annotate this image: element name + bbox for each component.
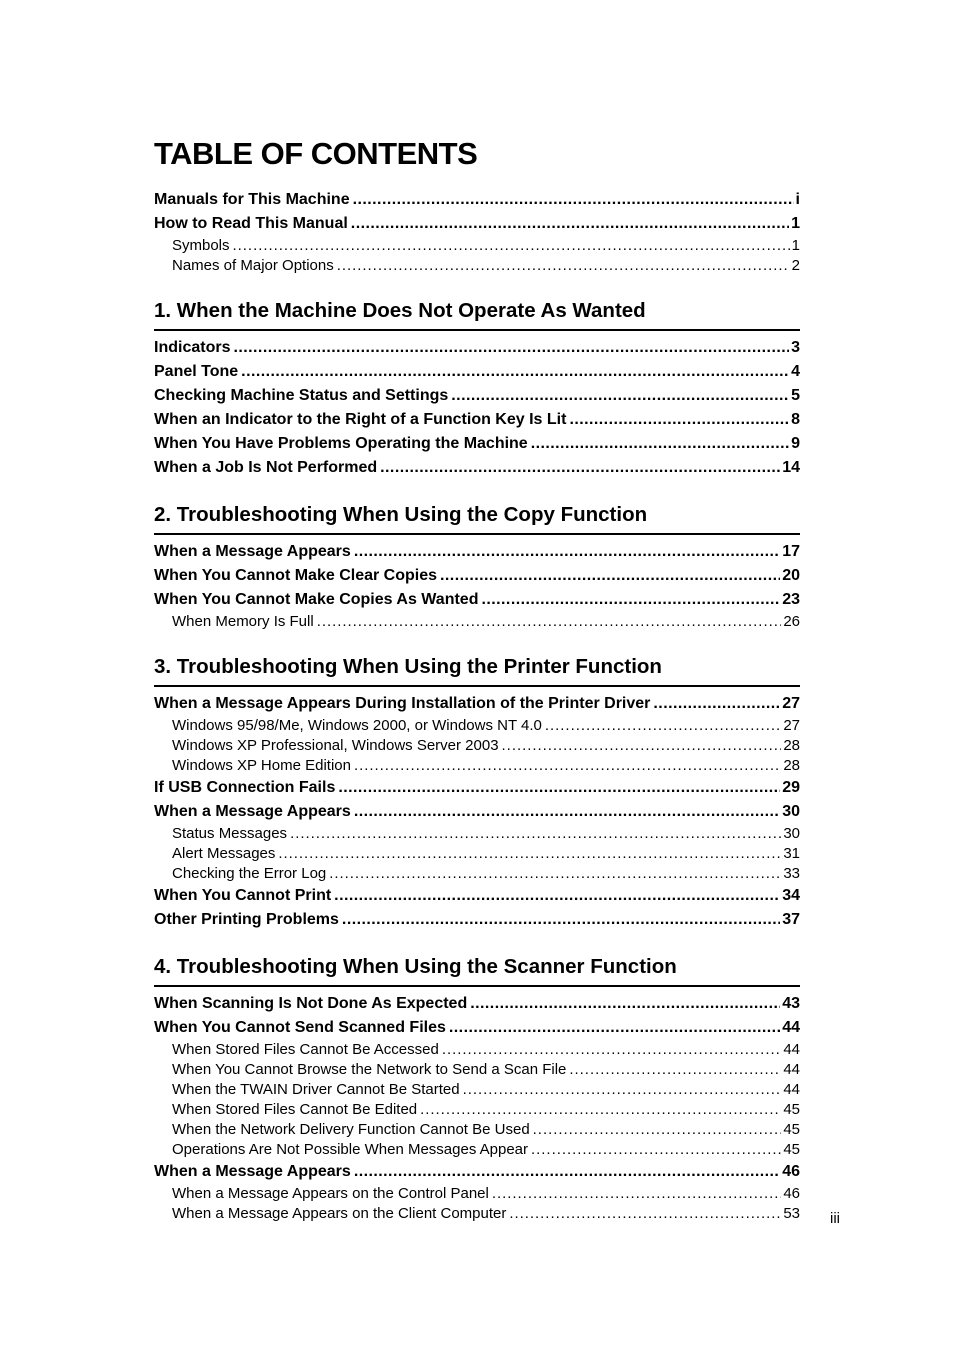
dot-leader: [354, 1160, 780, 1184]
toc-subentry[interactable]: [154, 1120, 800, 1140]
toc-entry-title: If USB Connection Fails: [154, 779, 336, 796]
toc-entry[interactable]: [154, 692, 800, 716]
dot-leader: [278, 844, 781, 864]
toc-subentry[interactable]: [154, 1100, 800, 1120]
toc-entry-page: 3: [791, 339, 800, 356]
toc-body: [154, 188, 800, 1224]
section-gap: [154, 932, 800, 949]
dot-leader: [451, 384, 789, 408]
toc-subentry[interactable]: [154, 736, 800, 756]
dot-leader: [545, 716, 781, 736]
toc-entry-title: When a Message Appears: [154, 543, 351, 560]
dot-leader: [463, 1080, 782, 1100]
toc-entry-page: 1: [791, 237, 800, 254]
toc-entry-page: 23: [782, 591, 800, 608]
chapter-heading[interactable]: 3. Troubleshooting When Using the Printer Function: [154, 649, 800, 687]
toc-entry[interactable]: [154, 564, 800, 588]
dot-leader: [233, 336, 789, 360]
toc-subentry[interactable]: [154, 1040, 800, 1060]
toc-entry-page: 26: [783, 613, 800, 630]
toc-entry[interactable]: [154, 1016, 800, 1040]
section-gap: [154, 276, 800, 293]
toc-entry[interactable]: [154, 456, 800, 480]
chapter-heading[interactable]: 4. Troubleshooting When Using the Scanner Function: [154, 949, 800, 987]
toc-entry-page: 44: [783, 1041, 800, 1058]
toc-entry[interactable]: [154, 992, 800, 1016]
toc-entry[interactable]: [154, 212, 800, 236]
toc-entry[interactable]: [154, 884, 800, 908]
chapter-heading[interactable]: 1. When the Machine Does Not Operate As Wanted: [154, 293, 800, 331]
toc-entry-title: Windows XP Professional, Windows Server 2003: [172, 737, 499, 754]
toc-entry-title: When a Message Appears: [154, 1163, 351, 1180]
toc-subentry[interactable]: [154, 256, 800, 276]
dot-leader: [442, 1040, 782, 1060]
dot-leader: [241, 360, 789, 384]
toc-entry-title: When the TWAIN Driver Cannot Be Started: [172, 1081, 460, 1098]
dot-leader: [653, 692, 780, 716]
toc-entry-page: 28: [783, 737, 800, 754]
dot-leader: [440, 564, 780, 588]
toc-entry-title: When You Cannot Browse the Network to Send a Scan File: [172, 1061, 567, 1078]
toc-entry-title: Windows XP Home Edition: [172, 757, 351, 774]
dot-leader: [509, 1204, 781, 1224]
toc-entry-page: 45: [783, 1141, 800, 1158]
toc-entry[interactable]: [154, 188, 800, 212]
toc-entry[interactable]: [154, 800, 800, 824]
toc-entry-title: When a Job Is Not Performed: [154, 459, 378, 476]
toc-entry-page: 9: [791, 435, 800, 452]
toc-entry-title: Names of Major Options: [172, 257, 334, 274]
dot-leader: [531, 1140, 781, 1160]
toc-subentry[interactable]: [154, 824, 800, 844]
toc-entry-title: When the Network Delivery Function Cannot Be Used: [172, 1121, 530, 1138]
toc-entry-title: Manuals for This Machine: [154, 191, 350, 208]
toc-subentry[interactable]: [154, 1204, 800, 1224]
toc-entry-title: When Stored Files Cannot Be Edited: [172, 1101, 418, 1118]
toc-entry-page: 8: [791, 411, 800, 428]
toc-entry-title: When an Indicator to the Right of a Function Key Is Lit: [154, 411, 567, 428]
toc-entry-title: When a Message Appears on the Client Computer: [172, 1205, 507, 1222]
toc-entry-title: Checking the Error Log: [172, 865, 327, 882]
dot-leader: [533, 1120, 782, 1140]
toc-subentry[interactable]: [154, 864, 800, 884]
toc-entry-page: 17: [782, 543, 800, 560]
toc-entry[interactable]: [154, 408, 800, 432]
toc-subentry[interactable]: [154, 1140, 800, 1160]
toc-entry-page: 4: [791, 363, 800, 380]
toc-entry[interactable]: [154, 588, 800, 612]
toc-entry-title: When a Message Appears During Installation of the Printer Driver: [154, 695, 651, 712]
toc-entry-page: 30: [782, 803, 800, 820]
toc-entry-page: 45: [783, 1121, 800, 1138]
toc-entry-page: 44: [783, 1061, 800, 1078]
page-number: iii: [830, 1210, 840, 1227]
toc-entry-title: How to Read This Manual: [154, 215, 348, 232]
toc-entry-title: Checking Machine Status and Settings: [154, 387, 449, 404]
toc-entry-title: Indicators: [154, 339, 231, 356]
dot-leader: [380, 456, 780, 480]
dot-leader: [470, 992, 780, 1016]
dot-leader: [481, 588, 780, 612]
dot-leader: [420, 1100, 781, 1120]
dot-leader: [329, 864, 781, 884]
dot-leader: [502, 736, 782, 756]
toc-entry-page: 43: [782, 995, 800, 1012]
dot-leader: [569, 1060, 781, 1080]
toc-entry-title: When Stored Files Cannot Be Accessed: [172, 1041, 439, 1058]
dot-leader: [233, 236, 790, 256]
toc-entry[interactable]: [154, 432, 800, 456]
dot-leader: [569, 408, 789, 432]
toc-entry-title: Operations Are Not Possible When Messages Appear: [172, 1141, 529, 1158]
toc-entry-page: 33: [783, 865, 800, 882]
toc-entry-page: 20: [782, 567, 800, 584]
toc-entry-title: When You Cannot Make Clear Copies: [154, 567, 438, 584]
dot-leader: [449, 1016, 780, 1040]
toc-subentry[interactable]: [154, 716, 800, 736]
section-gap: [154, 480, 800, 497]
dot-leader: [354, 800, 780, 824]
toc-subentry[interactable]: [154, 1184, 800, 1204]
toc-entry-title: Other Printing Problems: [154, 911, 339, 928]
toc-entry-title: When Memory Is Full: [172, 613, 314, 630]
toc-entry-title: Panel Tone: [154, 363, 239, 380]
toc-entry-title: Status Messages: [172, 825, 288, 842]
toc-entry-page: i: [795, 191, 800, 208]
toc-entry-title: When a Message Appears: [154, 803, 351, 820]
toc-entry-title: When You Cannot Print: [154, 887, 332, 904]
dot-leader: [351, 212, 789, 236]
toc-entry-page: 5: [791, 387, 800, 404]
toc-entry-page: 29: [782, 779, 800, 796]
toc-subentry[interactable]: [154, 844, 800, 864]
toc-entry-page: 27: [782, 695, 800, 712]
dot-leader: [353, 188, 794, 212]
toc-subentry[interactable]: [154, 612, 800, 632]
section-gap: [154, 632, 800, 649]
dot-leader: [337, 256, 790, 276]
toc-entry-page: 1: [791, 215, 800, 232]
toc-entry-page: 34: [782, 887, 800, 904]
toc-entry[interactable]: [154, 1160, 800, 1184]
dot-leader: [354, 540, 780, 564]
toc-entry-title: Symbols: [172, 237, 230, 254]
toc-entry[interactable]: [154, 540, 800, 564]
toc-entry-page: 28: [783, 757, 800, 774]
toc-entry-page: 37: [782, 911, 800, 928]
toc-entry-page: 45: [783, 1101, 800, 1118]
dot-leader: [531, 432, 789, 456]
toc-entry-page: 14: [782, 459, 800, 476]
dot-leader: [290, 824, 781, 844]
toc-entry-page: 27: [783, 717, 800, 734]
dot-leader: [354, 756, 781, 776]
toc-entry[interactable]: [154, 360, 800, 384]
toc-entry-page: 44: [782, 1019, 800, 1036]
toc-entry-title: When You Have Problems Operating the Machine: [154, 435, 528, 452]
dot-leader: [342, 908, 780, 932]
page-title: TABLE OF CONTENTS: [154, 136, 478, 171]
toc-entry-title: When You Cannot Send Scanned Files: [154, 1019, 446, 1036]
chapter-heading[interactable]: 2. Troubleshooting When Using the Copy Function: [154, 497, 800, 535]
toc-entry-page: 31: [783, 845, 800, 862]
toc-entry-page: 46: [782, 1163, 800, 1180]
toc-entry-title: Windows 95/98/Me, Windows 2000, or Windows NT 4.0: [172, 717, 542, 734]
toc-entry[interactable]: [154, 384, 800, 408]
toc-entry-page: 44: [783, 1081, 800, 1098]
dot-leader: [317, 612, 782, 632]
toc-entry[interactable]: [154, 908, 800, 932]
toc-subentry[interactable]: [154, 1080, 800, 1100]
dot-leader: [338, 776, 780, 800]
toc-entry-page: 46: [783, 1185, 800, 1202]
toc-entry-title: When Scanning Is Not Done As Expected: [154, 995, 468, 1012]
toc-entry-title: When You Cannot Make Copies As Wanted: [154, 591, 479, 608]
toc-entry[interactable]: [154, 776, 800, 800]
dot-leader: [334, 884, 780, 908]
toc-subentry[interactable]: [154, 756, 800, 776]
toc-entry-title: When a Message Appears on the Control Panel: [172, 1185, 489, 1202]
dot-leader: [492, 1184, 781, 1204]
toc-entry-page: 2: [791, 257, 800, 274]
toc-entry-title: Alert Messages: [172, 845, 276, 862]
toc-entry-page: 53: [783, 1205, 800, 1222]
toc-entry-page: 30: [783, 825, 800, 842]
toc-entry[interactable]: [154, 336, 800, 360]
toc-subentry[interactable]: [154, 1060, 800, 1080]
toc-subentry[interactable]: [154, 236, 800, 256]
